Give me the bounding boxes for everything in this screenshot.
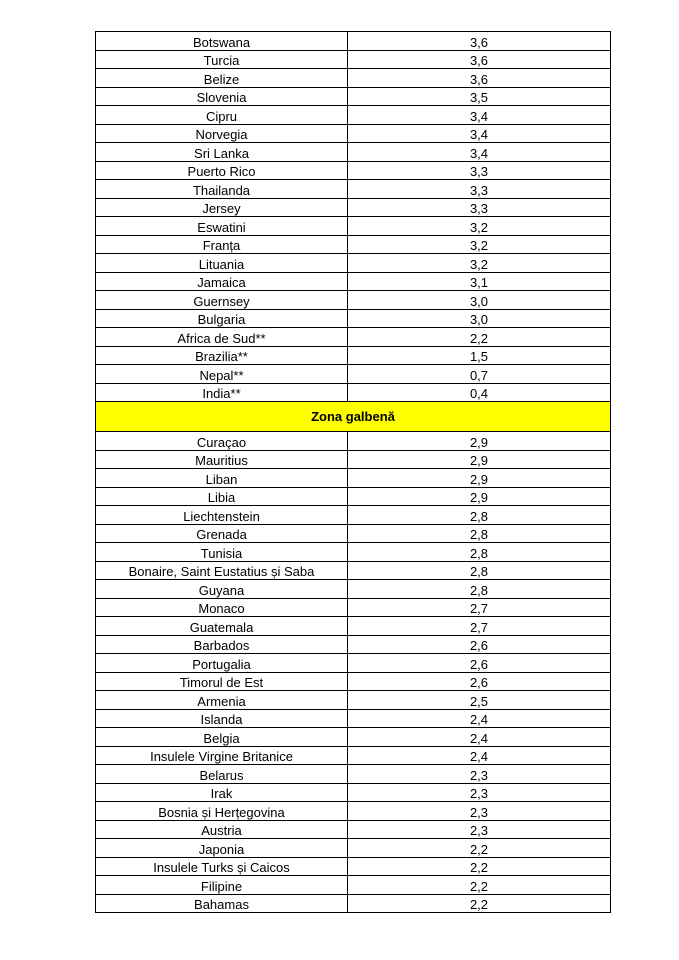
- country-cell: Portugalia: [96, 654, 348, 673]
- rate-cell: 3,2: [348, 235, 611, 254]
- table-row: [96, 180, 611, 199]
- rate-cell: 2,9: [348, 432, 611, 451]
- table-row: [96, 235, 611, 254]
- table-row: [96, 365, 611, 384]
- table-row: [96, 217, 611, 236]
- rate-cell: 3,3: [348, 198, 611, 217]
- rate-cell: 2,3: [348, 820, 611, 839]
- country-cell: Bahamas: [96, 894, 348, 913]
- country-cell: Lituania: [96, 254, 348, 273]
- country-cell: Turcia: [96, 50, 348, 69]
- country-cell: Austria: [96, 820, 348, 839]
- country-cell: Nepal**: [96, 365, 348, 384]
- table-row: [96, 580, 611, 599]
- table-row: [96, 143, 611, 162]
- rate-cell: 3,0: [348, 309, 611, 328]
- country-cell: Bosnia și Herțegovina: [96, 802, 348, 821]
- rate-cell: 0,7: [348, 365, 611, 384]
- rate-cell: 2,9: [348, 469, 611, 488]
- rate-cell: 2,9: [348, 450, 611, 469]
- rate-cell: 2,4: [348, 746, 611, 765]
- table-row: [96, 876, 611, 895]
- table-row: [96, 802, 611, 821]
- country-cell: Belarus: [96, 765, 348, 784]
- rate-cell: 3,4: [348, 124, 611, 143]
- table-row: [96, 857, 611, 876]
- rate-cell: 2,9: [348, 487, 611, 506]
- rate-cell: 2,2: [348, 839, 611, 858]
- table-row: [96, 198, 611, 217]
- incidence-table: [95, 31, 611, 913]
- table-row: [96, 746, 611, 765]
- rate-cell: 3,3: [348, 161, 611, 180]
- table-row: [96, 254, 611, 273]
- country-cell: Grenada: [96, 524, 348, 543]
- table-row: [96, 161, 611, 180]
- table-row: [96, 672, 611, 691]
- country-cell: Sri Lanka: [96, 143, 348, 162]
- rate-cell: 3,6: [348, 32, 611, 51]
- rate-cell: 2,2: [348, 328, 611, 347]
- country-cell: Jamaica: [96, 272, 348, 291]
- rate-cell: 2,2: [348, 857, 611, 876]
- rate-cell: 2,4: [348, 709, 611, 728]
- country-cell: Mauritius: [96, 450, 348, 469]
- document-page: [95, 31, 608, 913]
- table-row: [96, 635, 611, 654]
- country-cell: Insulele Turks și Caicos: [96, 857, 348, 876]
- country-cell: Liechtenstein: [96, 506, 348, 525]
- country-cell: Islanda: [96, 709, 348, 728]
- country-cell: Tunisia: [96, 543, 348, 562]
- rate-cell: 3,5: [348, 87, 611, 106]
- zone-yellow-header-row: [96, 402, 611, 432]
- country-cell: Thailanda: [96, 180, 348, 199]
- country-cell: Brazilia**: [96, 346, 348, 365]
- country-cell: Armenia: [96, 691, 348, 710]
- table-row: [96, 691, 611, 710]
- rate-cell: 2,6: [348, 635, 611, 654]
- rate-cell: 3,2: [348, 217, 611, 236]
- rate-cell: 2,3: [348, 802, 611, 821]
- zone-header-section: [96, 402, 611, 432]
- rate-cell: 1,5: [348, 346, 611, 365]
- table-row: [96, 820, 611, 839]
- rate-cell: 3,3: [348, 180, 611, 199]
- table-row: [96, 469, 611, 488]
- rate-cell: 3,4: [348, 143, 611, 162]
- country-cell: Cipru: [96, 106, 348, 125]
- country-cell: Eswatini: [96, 217, 348, 236]
- rate-cell: 2,6: [348, 672, 611, 691]
- rate-cell: 2,5: [348, 691, 611, 710]
- table-row: [96, 32, 611, 51]
- table-row: [96, 524, 611, 543]
- rate-cell: 2,8: [348, 580, 611, 599]
- table-row: [96, 124, 611, 143]
- country-cell: Curaçao: [96, 432, 348, 451]
- table-row: [96, 617, 611, 636]
- table-row: [96, 765, 611, 784]
- country-cell: Guernsey: [96, 291, 348, 310]
- country-cell: Guyana: [96, 580, 348, 599]
- table-row: [96, 783, 611, 802]
- table-row: [96, 309, 611, 328]
- table-row: [96, 709, 611, 728]
- country-cell: Filipine: [96, 876, 348, 895]
- country-cell: Botswana: [96, 32, 348, 51]
- table-row: [96, 839, 611, 858]
- table-row: [96, 654, 611, 673]
- country-cell: Guatemala: [96, 617, 348, 636]
- table-section-yellow: [96, 432, 611, 913]
- rate-cell: 2,2: [348, 876, 611, 895]
- country-cell: Bulgaria: [96, 309, 348, 328]
- table-row: [96, 328, 611, 347]
- country-cell: Africa de Sud**: [96, 328, 348, 347]
- rate-cell: 2,3: [348, 783, 611, 802]
- country-cell: Barbados: [96, 635, 348, 654]
- table-row: [96, 383, 611, 402]
- rate-cell: 2,8: [348, 506, 611, 525]
- rate-cell: 0,4: [348, 383, 611, 402]
- country-cell: Bonaire, Saint Eustatius și Saba: [96, 561, 348, 580]
- country-cell: India**: [96, 383, 348, 402]
- table-row: [96, 69, 611, 88]
- zone-yellow-title: Zona galbenă: [96, 402, 611, 432]
- table-section-top: [96, 32, 611, 402]
- table-row: [96, 598, 611, 617]
- rate-cell: 3,0: [348, 291, 611, 310]
- rate-cell: 3,2: [348, 254, 611, 273]
- rate-cell: 2,8: [348, 543, 611, 562]
- country-cell: Libia: [96, 487, 348, 506]
- country-cell: Franța: [96, 235, 348, 254]
- country-cell: Slovenia: [96, 87, 348, 106]
- rate-cell: 2,8: [348, 561, 611, 580]
- table-row: [96, 291, 611, 310]
- country-cell: Timorul de Est: [96, 672, 348, 691]
- table-row: [96, 543, 611, 562]
- rate-cell: 2,7: [348, 617, 611, 636]
- country-cell: Liban: [96, 469, 348, 488]
- country-cell: Belgia: [96, 728, 348, 747]
- table-row: [96, 728, 611, 747]
- table-row: [96, 561, 611, 580]
- rate-cell: 3,1: [348, 272, 611, 291]
- rate-cell: 2,8: [348, 524, 611, 543]
- rate-cell: 3,6: [348, 50, 611, 69]
- country-cell: Puerto Rico: [96, 161, 348, 180]
- country-cell: Norvegia: [96, 124, 348, 143]
- table-row: [96, 894, 611, 913]
- table-row: [96, 272, 611, 291]
- table-row: [96, 487, 611, 506]
- rate-cell: 2,4: [348, 728, 611, 747]
- rate-cell: 2,6: [348, 654, 611, 673]
- rate-cell: 3,6: [348, 69, 611, 88]
- table-row: [96, 432, 611, 451]
- table-row: [96, 87, 611, 106]
- table-row: [96, 346, 611, 365]
- table-row: [96, 50, 611, 69]
- table-row: [96, 106, 611, 125]
- country-cell: Belize: [96, 69, 348, 88]
- rate-cell: 2,3: [348, 765, 611, 784]
- country-cell: Jersey: [96, 198, 348, 217]
- country-cell: Monaco: [96, 598, 348, 617]
- country-cell: Insulele Virgine Britanice: [96, 746, 348, 765]
- rate-cell: 3,4: [348, 106, 611, 125]
- rate-cell: 2,7: [348, 598, 611, 617]
- country-cell: Irak: [96, 783, 348, 802]
- table-row: [96, 450, 611, 469]
- country-cell: Japonia: [96, 839, 348, 858]
- table-row: [96, 506, 611, 525]
- rate-cell: 2,2: [348, 894, 611, 913]
